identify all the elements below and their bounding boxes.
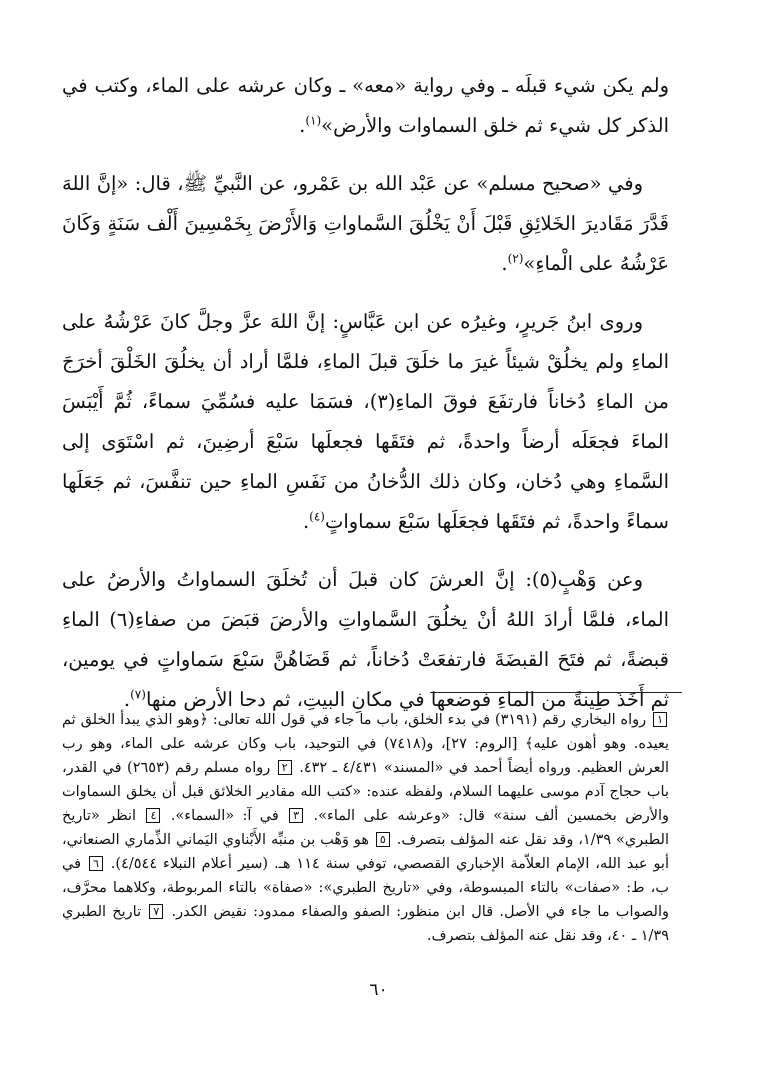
footnote-text: في آ: «السماء». xyxy=(170,808,279,824)
paragraph-1-text: ولم يكن شيء قبلَه ـ وفي رواية «معه» ـ وكان عرشه على الماء، وكتب في الذكر كل شيء ثم خلق السماوات والأرض» xyxy=(62,74,669,137)
footnote-number: ٣ xyxy=(289,808,303,823)
page-number: ٦٠ xyxy=(369,980,388,1000)
paragraph-2-text: وفي «صحيح مسلم» عن عَبْد الله بن عَمْرو، عن النَّبيِّ ﷺ، قال: «إنَّ اللهَ قَدَّرَ مَقَاديرَ الخَلائِقِ قَبْلَ أَنْ يَخْلُقَ السَّماواتِ وَالأَرْضَ بِخَمْسِينَ أَلْف سَنَةٍ وَكَانَ عَرْشُهُ على الْماءِ» xyxy=(62,172,669,275)
footnote-number: ١ xyxy=(653,712,667,727)
paragraph-1: ولم يكن شيء قبلَه ـ وفي رواية «معه» ـ وكان عرشه على الماء، وكتب في الذكر كل شيء ثم خلق السماوات والأرض»$^{(١)}$. xyxy=(62,74,669,137)
footnotes xyxy=(62,708,669,948)
main-text xyxy=(62,66,669,738)
paragraph-4: وعن وَهْبٍ(٥): إنَّ العرشَ كان قبلَ أن تُخلَقَ السماواتُ والأرضُ على الماء، فلمَّا أرادَ اللهُ أنْ يخلُقَ السَّماواتِ والأرضَ قبَضَ من صفاءِ(٦) الماءِ قبضةً، ثم فتَحَ القبضَةَ فارتفعَتْ دُخاناً، ثم قَضَاهُنَّ سَبْعَ سَماواتٍ في يومين، ثم أَخَذَ طِينةً من الماءِ فوضعها في مكانِ البيتِ، ثم دحا الأرض منها$^{(٧)}$. xyxy=(62,568,669,711)
paragraph-3: وروى ابنُ جَريرٍ، وغيرُه عن ابن عَبَّاسٍ: إنَّ اللهَ عزَّ وجلَّ كانَ عَرْشُهُ على الماءِ ولم يخلُقْ شيئاً غيرَ ما خلَقَ قبلَ الماءِ، فلمَّا أراد أن يخلُقَ الخَلْقَ أخرَجَ من الماءِ دُخاناً فارتفَعَ فوقَ الماءِ(٣)، فسَمَا عليه فسُمِّيَ سماءً، ثُمَّ أَيْبَسَ الماءَ فجعَلَه أرضاً واحدةً، ثم فتَقَها فجعلَها سَبْعَ أرضِينَ، ثم اسْتَوَى إلى السَّماءِ وهي دُخان، وكان ذلك الدُّخانُ من نَفَسِ الماءِ حين تنفَّسَ، ثم جَعَلَها سماءً واحدةً، ثم فتَقَها فجعَلَها سَبْعَ سماواتٍ$^{(٤)}$. xyxy=(62,310,669,533)
footnote-ref-7: (٧) xyxy=(130,687,146,702)
footnote-text: انظر «تاريخ الطبري» ١/٣٩، وقد نقل عنه المؤلف بتصرف. xyxy=(62,808,669,848)
footnote-text: رواه مسلم رقم (٢٦٥٣) في القدر، باب حجاج آدم موسى عليهما السلام، ولفظه عنده: «كتب الله مقادير الخلائق قبل أن يخلق السماوات والأرض بخمسين ألف سنة» قال: «وعرشه على الماء». xyxy=(62,760,670,824)
footnote-ref-2: (٢) xyxy=(507,251,524,266)
footnote-number: ٢ xyxy=(278,760,292,775)
footnote-text: تاريخ الطبري ١/٣٩ ـ ٤٠، وقد نقل عنه المؤلف بتصرف. xyxy=(62,904,669,944)
footnote-number: ٥ xyxy=(376,832,390,847)
footnote-text: رواه البخاري رقم (٣١٩١) في بدء الخلق، باب ما جاء في قول الله تعالى: ﴿وهو الذي يبدأ الخلق ثم يعيده. وهو أهون عليه﴾ [الروم: ٢٧]، و(٧٤١٨) في التوحيد، باب وكان عرشه على الماء، وهو رب العرش العظيم. ورواه أيضاً أحمد في «المسند» ٤/٤٣١ ـ ٤٣٢. xyxy=(62,712,670,776)
paragraph-3-text: وروى ابنُ جَريرٍ، وغيرُه عن ابن عَبَّاسٍ: إنَّ اللهَ عزَّ وجلَّ كانَ عَرْشُهُ على الماءِ ولم يخلُقْ شيئاً غيرَ ما خلَقَ قبلَ الماءِ، فلمَّا أراد أن يخلُقَ الخَلْقَ أخرَجَ من الماءِ دُخاناً فارتفَعَ فوقَ الماءِ(٣)، فسَمَا عليه فسُمِّيَ سماءً، ثُمَّ أَيْبَسَ الماءَ فجعَلَه أرضاً واحدةً، ثم فتَقَها فجعلَها سَبْعَ أرضِينَ، ثم اسْتَوَى إلى السَّماءِ وهي دُخان، وكان ذلك الدُّخانُ من نَفَسِ الماءِ حين تنفَّسَ، ثم جَعَلَها سماءً واحدةً، ثم فتَقَها فجعَلَها سَبْعَ سماواتٍ xyxy=(62,310,669,533)
footnote-divider xyxy=(430,692,682,693)
paragraph-4-text: وعن وَهْبٍ(٥): إنَّ العرشَ كان قبلَ أن تُخلَقَ السماواتُ والأرضُ على الماء، فلمَّا أرادَ اللهُ أنْ يخلُقَ السَّماواتِ والأرضَ قبَضَ من صفاءِ(٦) الماءِ قبضةً، ثم فتَحَ القبضَةَ فارتفعَتْ دُخاناً، ثم قَضَاهُنَّ سَبْعَ سَماواتٍ في يومين، ثم أَخَذَ طِينةً من الماءِ فوضعها في مكانِ البيتِ، ثم دحا الأرض منها xyxy=(62,568,669,711)
footnote-ref-4: (٤) xyxy=(309,509,325,524)
footnote-3 xyxy=(171,808,305,824)
footnote-number: ٤ xyxy=(146,808,160,823)
footnote-number: ٧ xyxy=(149,904,163,919)
footnote-text: هو وَهْب بن منبِّه الأَبْناوي اليَماني الذِّماري الصنعاني، أبو عبد الله، الإمام العلاّمة الإخباري القصصي، توفي سنة ١١٤ هـ. (سير أعلام النبلاء ٤/٥٤٤). xyxy=(62,832,670,872)
footnote-text: في ب، ط: «صفات» بالتاء المبسوطة، وفي «تاريخ الطبري»: «صفاة» بالتاء المربوطة، وكلاهما محرَّف، والصواب ما جاء في الأصل. قال ابن منظور: الصفو والصفاء ممدود: نقيض الكدر. xyxy=(62,856,670,920)
paragraph-2: وفي «صحيح مسلم» عن عَبْد الله بن عَمْرو، عن النَّبيِّ ﷺ، قال: «إنَّ اللهَ قَدَّرَ مَقَاديرَ الخَلائِقِ قَبْلَ أَنْ يَخْلُقَ السَّماواتِ وَالأَرْضَ بِخَمْسِينَ أَلْف سَنَةٍ وَكَانَ عَرْشُهُ على الْماءِ»$^{(٢)}$. xyxy=(62,172,669,275)
footnote-number: ٦ xyxy=(89,856,103,871)
footnote-ref-1: (١) xyxy=(305,113,322,128)
